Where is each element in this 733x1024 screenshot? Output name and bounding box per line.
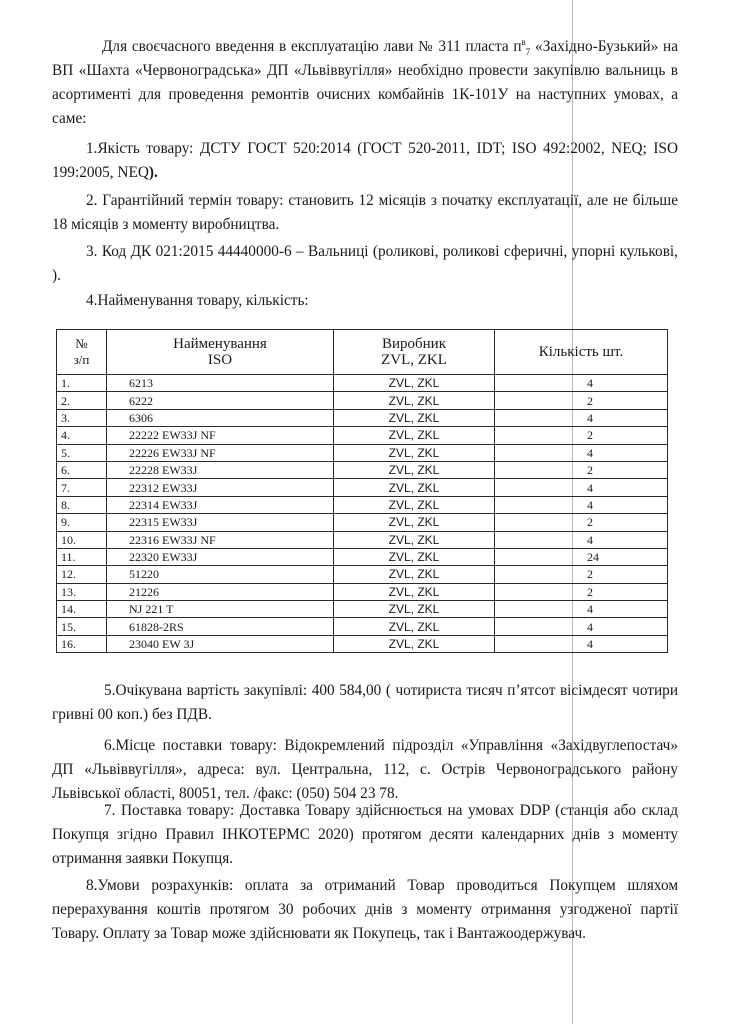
row-number: 2. — [57, 392, 107, 409]
seam-superscript: в — [521, 36, 526, 47]
code-paragraph: 3. Код ДК 021:2015 44440000-6 – Вальниці (роликові, роликові сферичні, упорні кулькові, ). — [52, 243, 678, 284]
intro-text-start: Для своєчасного введення в експлуатацію лави № 311 пласта п — [102, 38, 522, 55]
table-row — [57, 375, 668, 392]
table-row — [57, 496, 668, 513]
row-quantity: 4 — [495, 635, 668, 652]
row-name: 61828-2RS — [107, 618, 334, 635]
row-name: 22228 EW33J — [107, 461, 334, 478]
table-row — [57, 479, 668, 496]
header-maker-line1: Виробник — [381, 336, 446, 352]
header-name-line1: Найменування — [173, 336, 267, 352]
row-maker: ZVL, ZKL — [334, 548, 495, 565]
quality-text-tail: ). — [148, 164, 158, 181]
warranty-paragraph: 2. Гарантійний термін товару: становить 12 місяців з початку експлуатації, але не більше 18 місяців з моменту виробництва. — [52, 192, 678, 233]
row-maker: ZVL, ZKL — [334, 461, 495, 478]
intro-paragraph — [52, 35, 678, 131]
row-maker: ZVL, ZKL — [334, 409, 495, 426]
header-number — [57, 330, 107, 375]
row-maker: ZVL, ZKL — [334, 601, 495, 618]
row-quantity: 2 — [495, 461, 668, 478]
table-row — [57, 392, 668, 409]
header-name — [107, 330, 334, 375]
header-number-line1: № — [75, 336, 88, 351]
row-quantity: 2 — [495, 583, 668, 600]
row-maker: ZVL, ZKL — [334, 583, 495, 600]
row-name: 22315 EW33J — [107, 514, 334, 531]
row-number: 4. — [57, 427, 107, 444]
row-quantity: 4 — [495, 375, 668, 392]
row-maker: ZVL, ZKL — [334, 531, 495, 548]
row-quantity: 2 — [495, 514, 668, 531]
cost-paragraph: 5.Очікувана вартість закупівлі: 400 584,00 ( чотириста тисяч п’ятсот вісімдесят чотири гривні 00 коп.) без ПДВ. — [52, 682, 678, 723]
row-maker: ZVL, ZKL — [334, 566, 495, 583]
row-maker: ZVL, ZKL — [334, 392, 495, 409]
row-quantity: 24 — [495, 548, 668, 565]
table-row — [57, 618, 668, 635]
row-maker: ZVL, ZKL — [334, 618, 495, 635]
table-row — [57, 583, 668, 600]
row-quantity: 4 — [495, 531, 668, 548]
row-number: 8. — [57, 496, 107, 513]
table-row — [57, 461, 668, 478]
row-number: 10. — [57, 531, 107, 548]
row-number: 12. — [57, 566, 107, 583]
names-heading: 4.Найменування товару, кількість: — [86, 292, 309, 309]
row-number: 15. — [57, 618, 107, 635]
row-number: 11. — [57, 548, 107, 565]
quality-text: 1.Якість товару: ДСТУ ГОСТ 520:2014 (ГОСТ 520-2011, IDT; ISO 492:2002, NEQ; ISO 199:2005, NEQ — [52, 140, 678, 181]
row-name: 6306 — [107, 409, 334, 426]
row-number: 9. — [57, 514, 107, 531]
row-number: 7. — [57, 479, 107, 496]
row-name: 22320 EW33J — [107, 548, 334, 565]
row-name: NJ 221 T — [107, 601, 334, 618]
seam-subscript: 7 — [525, 47, 531, 58]
row-quantity: 2 — [495, 566, 668, 583]
row-maker: ZVL, ZKL — [334, 635, 495, 652]
delivery-paragraph: 7. Поставка товару: Доставка Товару здійснюється на умовах DDP (станція або склад Покупця згідно Правил ІНКОТЕРМС 2020) протягом десяти календарних днів з моменту отримання заявки Покупця. — [52, 802, 678, 867]
quality-paragraph — [52, 137, 678, 185]
place-paragraph: 6.Місце поставки товару: Відокремлений підрозділ «Управління «Західвуглепостач» ДП «Львіввугілля», адреса: вул. Центральна, 112, с. Острів Червоноградського району Львівської області, 80051, тел. /факс: (050) 504 23 78. — [52, 737, 678, 802]
row-name: 51220 — [107, 566, 334, 583]
row-quantity: 2 — [495, 392, 668, 409]
row-number: 1. — [57, 375, 107, 392]
row-name: 22222 EW33J NF — [107, 427, 334, 444]
row-name: 6213 — [107, 375, 334, 392]
row-maker: ZVL, ZKL — [334, 514, 495, 531]
row-quantity: 2 — [495, 427, 668, 444]
table-row — [57, 601, 668, 618]
row-number: 3. — [57, 409, 107, 426]
row-quantity: 4 — [495, 479, 668, 496]
table-row — [57, 427, 668, 444]
row-name: 22226 EW33J NF — [107, 444, 334, 461]
row-quantity: 4 — [495, 496, 668, 513]
payment-paragraph: 8.Умови розрахунків: оплата за отриманий Товар проводиться Покупцем шляхом перерахування коштів протягом 30 робочих днів з моменту отримання узгодженої партії Товару. Оплату за Товар може здійснювати як Покупець, так і Вантажоодержувач. — [52, 877, 678, 942]
row-name: 22314 EW33J — [107, 496, 334, 513]
intro-text-end: «Західно-Бузький» на ВП «Шахта «Червоноградська» ДП «Львіввугілля» необхідно провести закупівлю вальниць в асортименті для проведення ремонтів очисних комбайнів 1К-101У на наступних умовах, а саме: — [52, 38, 679, 127]
table-row — [57, 444, 668, 461]
goods-table — [56, 329, 668, 653]
row-name: 22312 EW33J — [107, 479, 334, 496]
row-number: 13. — [57, 583, 107, 600]
table-row — [57, 531, 668, 548]
table-row — [57, 566, 668, 583]
row-maker: ZVL, ZKL — [334, 427, 495, 444]
table-header-row — [57, 330, 668, 375]
row-maker: ZVL, ZKL — [334, 375, 495, 392]
row-maker: ZVL, ZKL — [334, 496, 495, 513]
header-maker-line2: ZVL, ZKL — [381, 352, 447, 368]
row-number: 6. — [57, 461, 107, 478]
row-maker: ZVL, ZKL — [334, 444, 495, 461]
table-row — [57, 514, 668, 531]
row-quantity: 4 — [495, 444, 668, 461]
header-number-line2: з/п — [73, 352, 90, 367]
row-number: 5. — [57, 444, 107, 461]
table-row — [57, 635, 668, 652]
row-name: 22316 EW33J NF — [107, 531, 334, 548]
row-name: 23040 EW 3J — [107, 635, 334, 652]
row-quantity: 4 — [495, 601, 668, 618]
row-name: 6222 — [107, 392, 334, 409]
row-name: 21226 — [107, 583, 334, 600]
table-body — [57, 375, 668, 653]
header-maker — [334, 330, 495, 375]
table-row — [57, 409, 668, 426]
table-row — [57, 548, 668, 565]
row-maker: ZVL, ZKL — [334, 479, 495, 496]
header-quantity: Кількість шт. — [495, 330, 668, 375]
row-number: 14. — [57, 601, 107, 618]
row-quantity: 4 — [495, 618, 668, 635]
row-quantity: 4 — [495, 409, 668, 426]
header-name-line2: ISO — [207, 352, 233, 368]
row-number: 16. — [57, 635, 107, 652]
